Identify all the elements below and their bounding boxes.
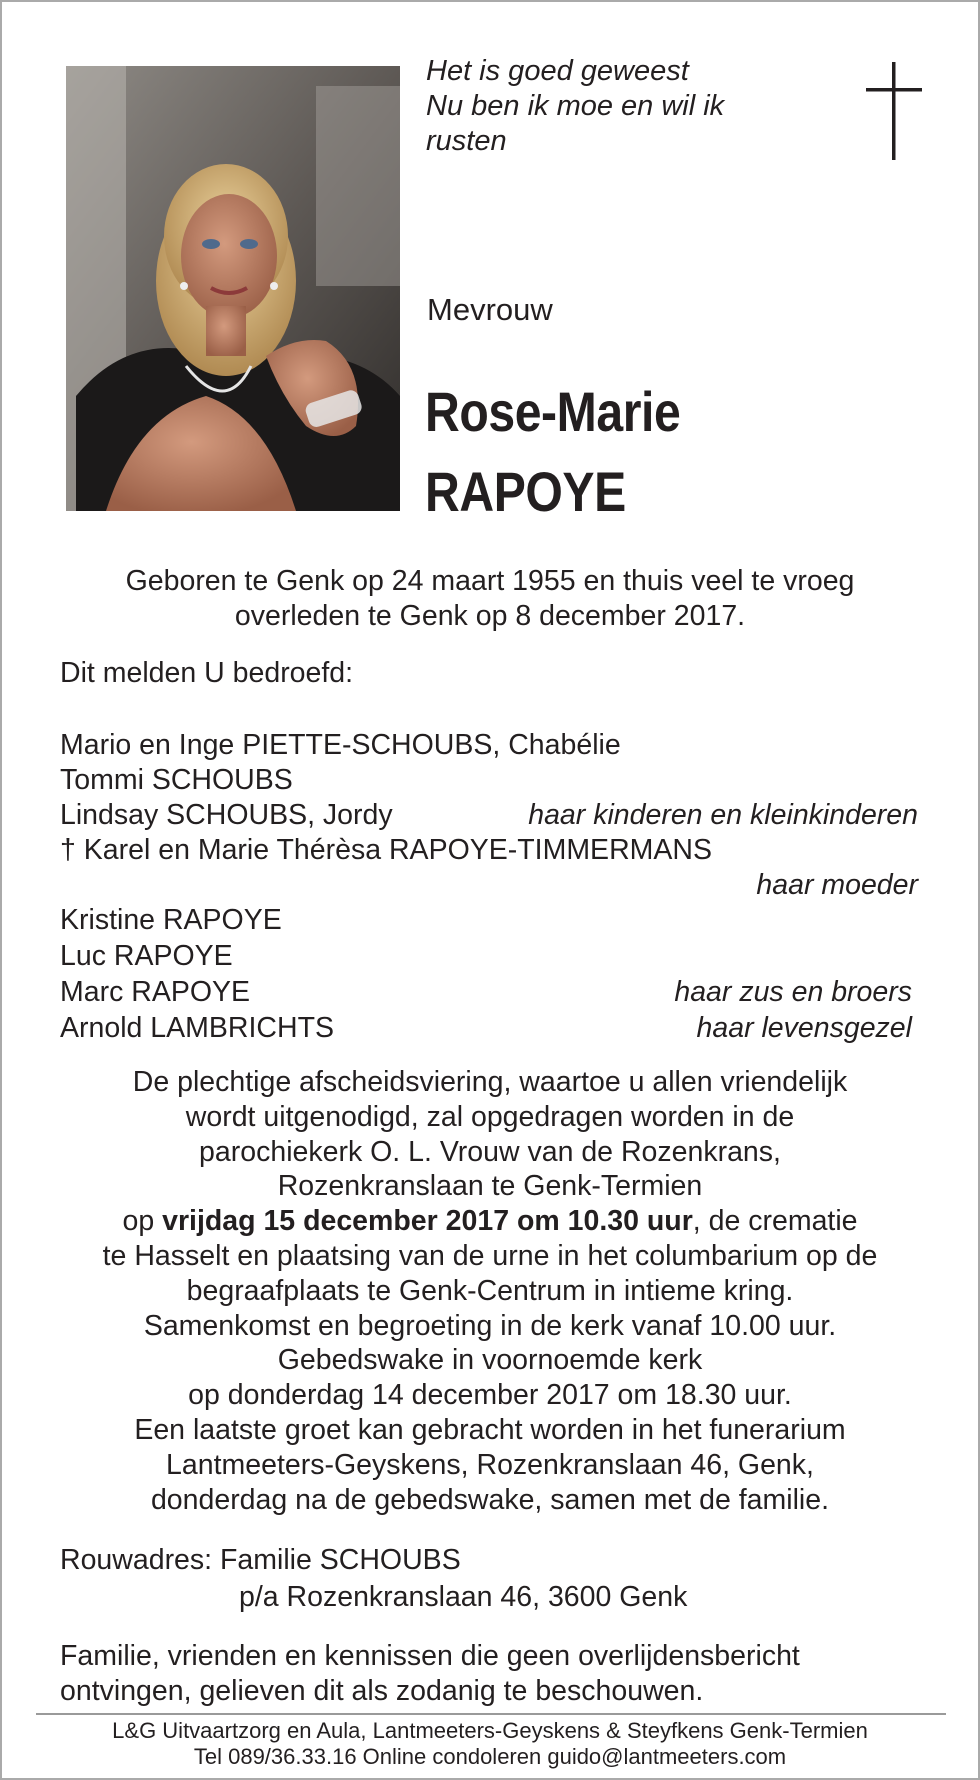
ceremony-line: Een laatste groet kan gebracht worden in het funerarium bbox=[134, 1413, 846, 1446]
ceremony-line: wordt uitgenodigd, zal opgedragen worden in de bbox=[185, 1100, 795, 1133]
family-role: haar kinderen en kleinkinderen bbox=[528, 799, 918, 831]
mourning-address: p/a Rozenkranslaan 46, 3600 Genk bbox=[239, 1581, 688, 1613]
ceremony-line: op donderdag 14 december 2017 om 18.30 uur. bbox=[188, 1379, 792, 1412]
honorific: Mevrouw bbox=[427, 292, 553, 327]
ceremony-line: Rozenkranslaan te Genk-Termien bbox=[277, 1170, 703, 1203]
funeral-home-footer bbox=[2, 1718, 978, 1770]
ceremony-line: begraafplaats te Genk-Centrum in intieme kring. bbox=[186, 1274, 794, 1307]
ceremony-line: parochiekerk O. L. Vrouw van de Rozenkrans, bbox=[199, 1135, 781, 1168]
cross-icon bbox=[864, 62, 924, 162]
poem-line: Het is goed geweest bbox=[426, 55, 689, 87]
portrait-illustration bbox=[66, 66, 400, 511]
family-role: haar levensgezel bbox=[696, 1012, 912, 1044]
mourning-address-label: Rouwadres: Familie SCHOUBS bbox=[60, 1544, 461, 1576]
poem-line: rusten bbox=[426, 125, 507, 157]
ceremony-line: De plechtige afscheidsviering, waartoe u allen vriendelijk bbox=[132, 1066, 848, 1098]
ceremony-details bbox=[42, 1065, 938, 1517]
closing-line: ontvingen, gelieven dit als zodanig te beschouwen. bbox=[60, 1675, 704, 1707]
birth-line: Geboren te Genk op 24 maart 1955 en thuis veel te vroeg bbox=[125, 565, 855, 597]
deceased-name bbox=[425, 372, 680, 532]
family-row: Arnold LAMBRICHTS bbox=[60, 1012, 334, 1044]
family-role: haar zus en broers bbox=[674, 976, 912, 1008]
ceremony-date-prefix: op bbox=[122, 1205, 163, 1238]
first-name: Rose-Marie bbox=[425, 380, 681, 443]
family-row: † Karel en Marie Thérèsa RAPOYE-TIMMERMANS bbox=[60, 834, 712, 866]
family-row: Kristine RAPOYE bbox=[60, 904, 282, 936]
ceremony-line: donderdag na de gebedswake, samen met de familie. bbox=[150, 1483, 830, 1516]
poem bbox=[426, 54, 826, 159]
poem-line: Nu ben ik moe en wil ik bbox=[426, 90, 725, 122]
family-row: Lindsay SCHOUBS, Jordy bbox=[60, 799, 393, 831]
footer-contact: Tel 089/36.33.16 Online condoleren guido@lantmeeters.com bbox=[193, 1744, 787, 1769]
family-row: Marc RAPOYE bbox=[60, 976, 251, 1008]
ceremony-line: te Hasselt en plaatsing van de urne in het columbarium op de bbox=[102, 1239, 878, 1272]
ceremony-date-suffix: , de crematie bbox=[692, 1205, 858, 1238]
family-row: Mario en Inge PIETTE-SCHOUBS, Chabélie bbox=[60, 729, 621, 761]
death-line: overleden te Genk op 8 december 2017. bbox=[234, 599, 746, 632]
ceremony-date: vrijdag 15 december 2017 om 10.30 uur bbox=[162, 1205, 693, 1238]
ceremony-line: Gebedswake in voornoemde kerk bbox=[277, 1344, 703, 1377]
footer-divider bbox=[36, 1713, 946, 1715]
family-row: Tommi SCHOUBS bbox=[60, 764, 293, 796]
family-role: haar moeder bbox=[756, 869, 918, 901]
birth-death-statement bbox=[42, 564, 938, 634]
portrait-photo bbox=[66, 66, 400, 511]
ceremony-line: Lantmeeters-Geyskens, Rozenkranslaan 46, Genk, bbox=[166, 1448, 814, 1481]
announce-line: Dit melden U bedroefd: bbox=[60, 657, 354, 689]
footer-line: L&G Uitvaartzorg en Aula, Lantmeeters-Geyskens & Steyfkens Genk-Termien bbox=[112, 1718, 868, 1743]
closing-line: Familie, vrienden en kennissen die geen overlijdensbericht bbox=[60, 1640, 800, 1672]
family-row: Luc RAPOYE bbox=[60, 940, 233, 972]
ceremony-date-line bbox=[42, 1204, 938, 1239]
last-name: RAPOYE bbox=[425, 460, 626, 523]
ceremony-line: Samenkomst en begroeting in de kerk vanaf 10.00 uur. bbox=[143, 1309, 837, 1342]
